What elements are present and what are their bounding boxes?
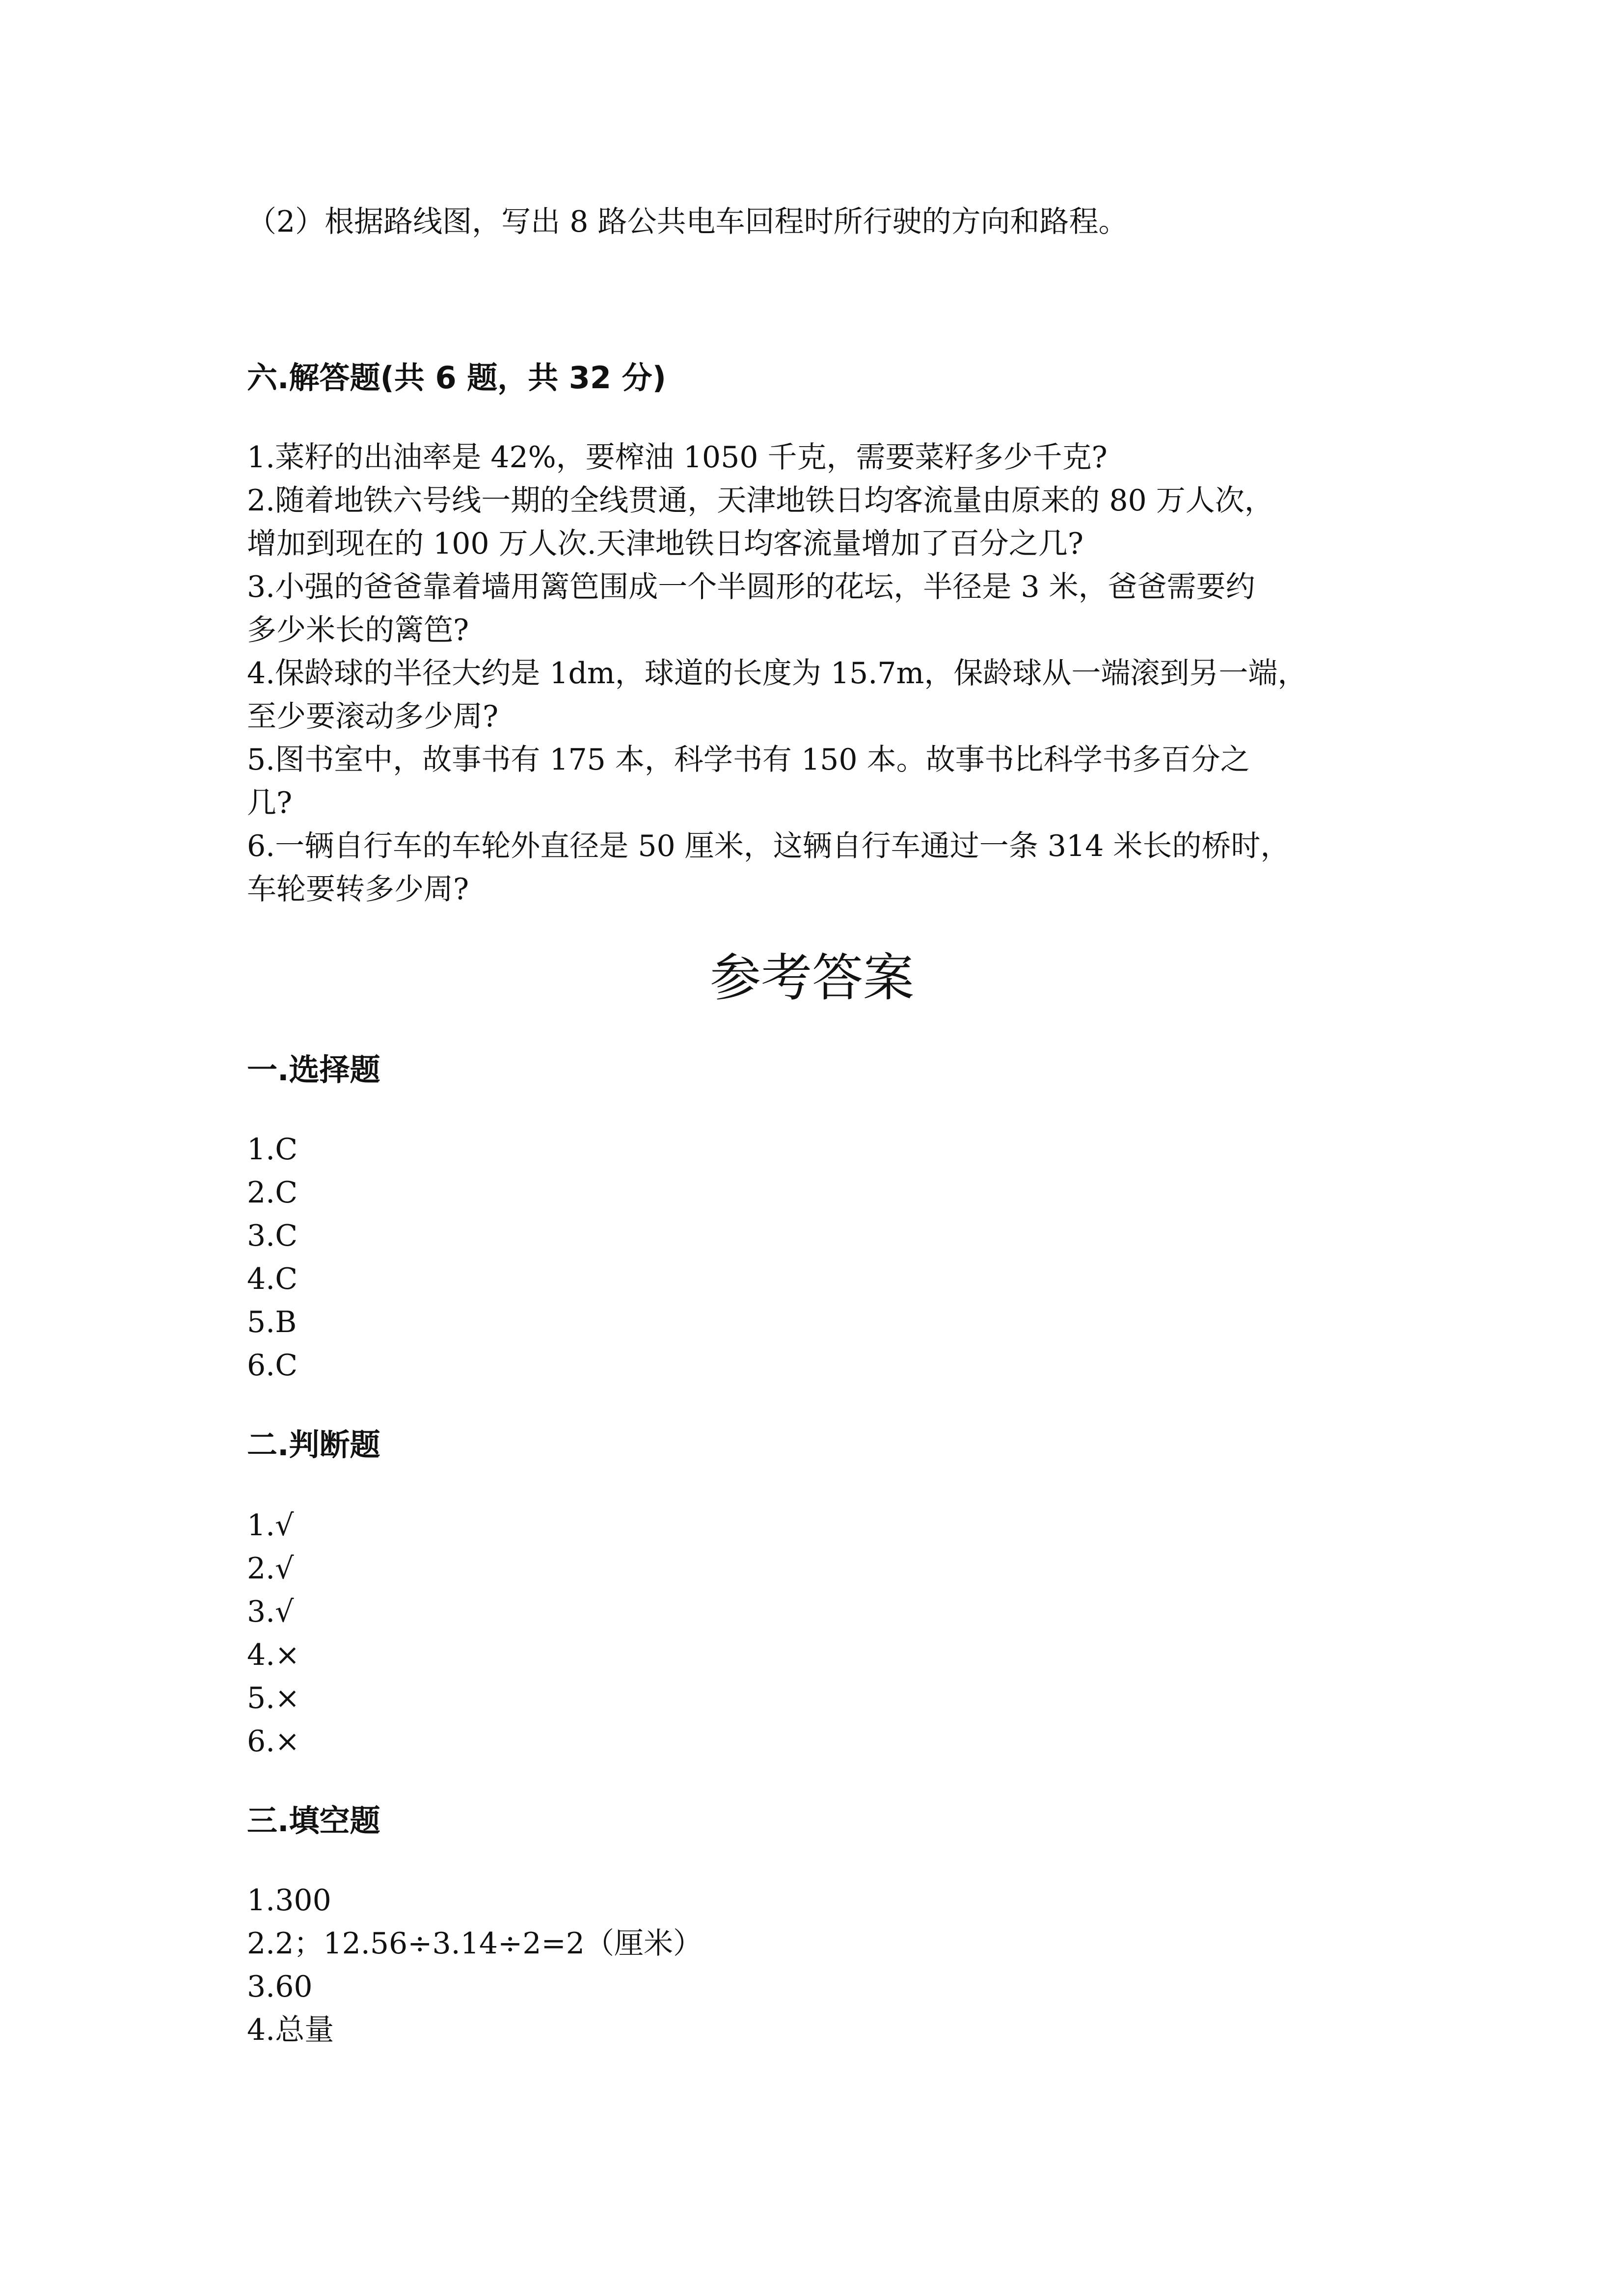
answer-item: 5.× [247,1681,300,1715]
answers-part2-heading: 二.判断题 [247,1427,380,1463]
problem-line: 几? [247,786,293,820]
problem-line: 2.随着地铁六号线一期的全线贯通，天津地铁日均客流量由原来的 80 万人次， [247,483,1274,518]
answers-title: 参考答案 [709,948,914,1008]
answers-part1-heading: 一.选择题 [247,1052,380,1088]
problem-line: 车轮要转多少周? [247,872,469,907]
problem-line: 6.一辆自行车的车轮外直径是 50 厘米，这辆自行车通过一条 314 米长的桥时， [247,829,1290,863]
problem-line: 3.小强的爸爸靠着墙用篱笆围成一个半圆形的花坛，半径是 3 米，爸爸需要约 [247,570,1255,604]
answer-item: 4.总量 [247,2013,334,2047]
answer-item: 1.√ [247,1508,294,1543]
question-2-route-direction: （2）根据路线图，写出 8 路公共电车回程时所行驶的方向和路程。 [247,205,1128,239]
answer-item: 4.× [247,1638,300,1672]
answer-item: 1.C [247,1132,298,1167]
answer-item: 4.C [247,1262,298,1296]
problem-line: 1.菜籽的出油率是 42%，要榨油 1050 千克，需要菜籽多少千克? [247,440,1108,475]
answer-item: 5.B [247,1305,297,1339]
answer-item: 6.C [247,1348,298,1383]
answer-item: 2.√ [247,1551,294,1586]
problem-line: 增加到现在的 100 万人次.天津地铁日均客流量增加了百分之几? [247,527,1083,561]
answers-part3-heading: 三.填空题 [247,1803,380,1839]
problem-line: 至少要滚动多少周? [247,699,499,734]
problem-line: 5.图书室中，故事书有 175 本，科学书有 150 本。故事书比科学书多百分之 [247,743,1250,777]
answer-item: 1.300 [247,1883,331,1918]
answer-item: 3.√ [247,1595,294,1629]
problem-line: 多少米长的篱笆? [247,613,469,647]
answer-item: 2.C [247,1175,298,1210]
answer-item: 3.60 [247,1970,313,2004]
answer-item: 3.C [247,1219,298,1253]
problem-line: 4.保龄球的半径大约是 1dm，球道的长度为 15.7m，保龄球从一端滚到另一端， [247,656,1307,691]
answer-item: 2.2；12.56÷3.14÷2=2（厘米） [247,1926,703,1961]
section-6-heading: 六.解答题(共 6 题，共 32 分) [247,360,666,396]
answer-item: 6.× [247,1724,300,1759]
